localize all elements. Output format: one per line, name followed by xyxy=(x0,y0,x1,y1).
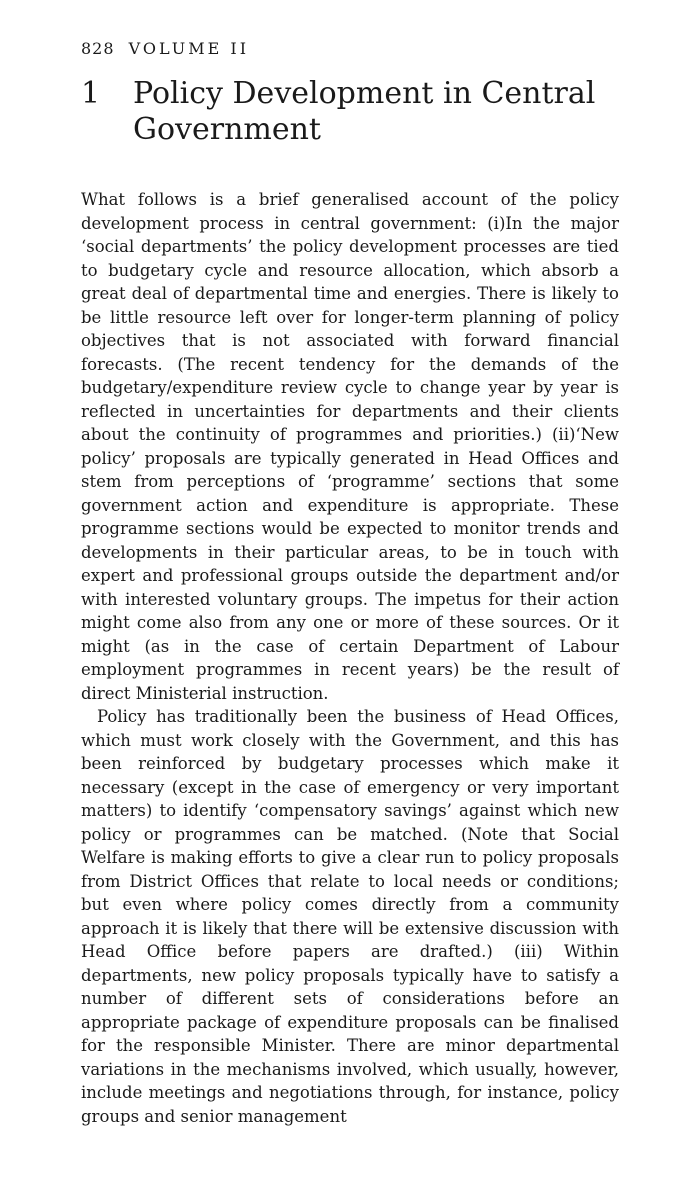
page-number: 828 xyxy=(81,39,115,58)
volume-label: VOLUME II xyxy=(128,39,250,58)
chapter-heading xyxy=(81,76,611,148)
paragraph-2: Policy has traditionally been the business of Head Offices, which must work closely with the Government, and this has been reinforced by budgetary processes which make it necessary (except in the case of emergency or very important matters) to identify ‘compensatory savings’ against which new policy or programmes can be matched. (Note that Social Welfare is making efforts to give a clear run to policy proposals from District Offices that relate to local needs or conditions; but even where policy comes directly from a community approach it is likely that there will be extensive discussion with Head Office before papers are drafted.) (iii) Within departments, new policy proposals typically have to satisfy a number of different sets of considerations before an appropriate package of expenditure proposals can be finalised for the responsible Minister. There are minor departmental variations in the mechanisms involved, which usually, however, include meetings and negotiations through, for instance, policy groups and senior management xyxy=(81,707,619,1126)
running-head xyxy=(81,40,700,58)
body-text xyxy=(81,188,619,1128)
chapter-title: Policy Development in Central Government xyxy=(133,76,596,147)
chapter-number: 1 xyxy=(81,76,101,111)
paragraph-1: What follows is a brief generalised account of the policy development process in central government: (i)In the major ‘social departments’ the policy development processes are tied to budgetary cycle and resource allocation, which absorb a great deal of departmental time and energies. There is likely to be little resource left over for longer-term planning of policy objectives that is not associated with forward financial forecasts. (The recent tendency for the demands of the budgetary/expenditure review cycle to change year by year is reflected in uncertainties for departments and their clients about the continuity of programmes and priorities.) (ii)‘New policy’ proposals are typically generated in Head Offices and stem from perceptions of ‘programme’ sections that some government action and expenditure is appropriate. These programme sections would be expected to monitor trends and developments in their particular areas, to be in touch with expert and professional groups outside the department and/or with interested voluntary groups. The impetus for their action might come also from any one or more of these sources. Or it might (as in the case of certain Department of Labour employment programmes in recent years) be the result of direct Ministerial instruction. xyxy=(81,190,619,703)
